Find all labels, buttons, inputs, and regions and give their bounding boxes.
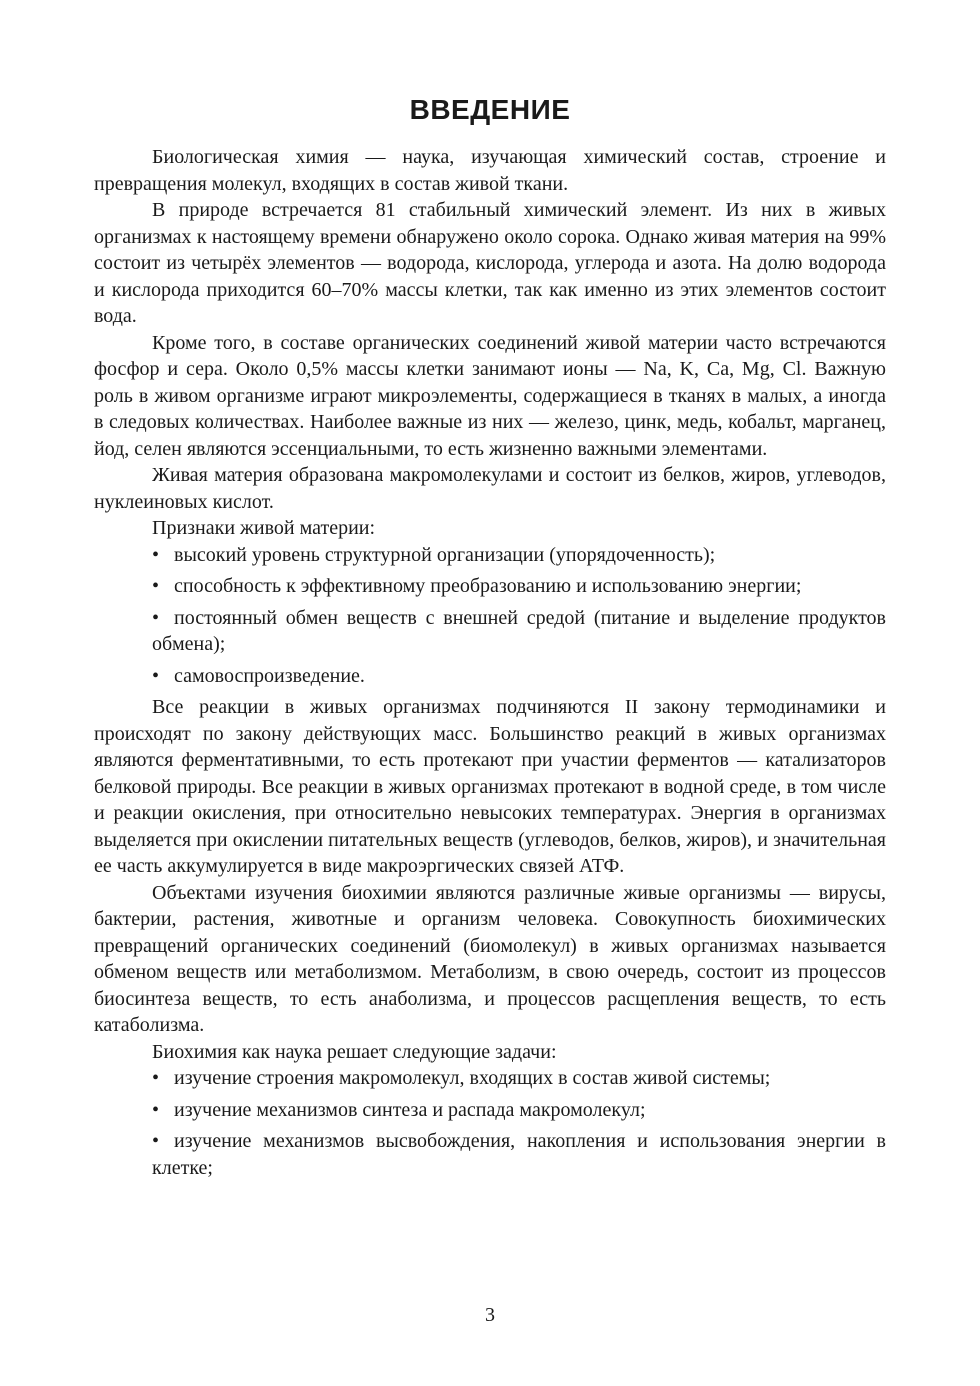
signs-list [94, 542, 886, 690]
list-item: • изучение строения макромолекул, входящих в состав живой системы; [152, 1065, 886, 1092]
paragraph-5: Признаки живой материи: [152, 517, 376, 539]
paragraph-2: В природе встречается 81 стабильный химический элемент. Из них в живых организмах к настоящему времени обнаружено около сорока. Однако живая материя на 99% состоит из четырёх элементов — водорода, кислорода, углерода и азота. На долю водорода и кислорода приходится 60–70% массы клетки, так как именно из этих элементов состоит вода. [94, 199, 886, 327]
paragraph-8: Биохимия как наука решает следующие задачи: [152, 1040, 557, 1063]
tasks-list [94, 1065, 886, 1181]
list-item: • самовоспроизведение. [152, 663, 886, 690]
paragraph-7: Объектами изучения биохимии являются различные живые организмы — вирусы, бактерии, растения, животные и организм человека. Совокупность биохимических превращений органических соединений (биомолекул) в живых организмах называется обменом веществ или метаболизмом. Метаболизм, в свою очередь, состоит из процессов биосинтеза веществ, то есть анаболизма, и процессов расщепления веществ, то есть катаболизма. [94, 881, 886, 1036]
list-item: • изучение механизмов синтеза и распада макромолекул; [152, 1097, 886, 1124]
list-item: • высокий уровень структурной организации (упорядоченность); [152, 542, 886, 569]
list-item: • постоянный обмен веществ с внешней средой (питание и выделение продуктов обмена); [152, 606, 886, 655]
page-title: ВВЕДЕНИЕ [409, 94, 571, 125]
list-item: • изучение механизмов высвобождения, накопления и использования энергии в клетке; [152, 1130, 886, 1179]
bullet-icon: • [152, 1130, 160, 1152]
bullet-icon: • [152, 575, 160, 597]
bullet-icon: • [152, 1067, 160, 1089]
list-item: • способность к эффективному преобразованию и использованию энергии; [152, 573, 886, 600]
paragraph-6: Все реакции в живых организмах подчиняются II закону термодинамики и происходят по закону действующих масс. Большинство реакций в живых организмах являются ферментативными, то есть протекают при участии ферментов — катализаторов белковой природы. Все реакции в живых организмах протекают в водной среде, в том числе и реакции окисления, при относительно невысоких температурах. Энергия в организмах выделяется при окислении питательных веществ (углеводов, белков, жиров), и значительная ее часть аккумулируется в виде макроэргических связей АТФ. [94, 696, 886, 877]
paragraph-3: Кроме того, в составе органических соединений живой материи часто встречаются фосфор и сера. Около 0,5% массы клетки занимают ионы — Na, K, Ca, Mg, Cl. Важную роль в живом организме играют микроэлементы, содержащиеся в тканях в малых, а иногда в следовых количествах. Наиболее важные из них — железо, цинк, медь, кобальт, марганец, йод, селен являются эссенциальными, то есть жизненно важными элементами. [94, 331, 886, 460]
bullet-icon: • [152, 606, 160, 629]
bullet-icon: • [152, 664, 160, 687]
bullet-icon: • [152, 543, 160, 566]
page-body [94, 92, 886, 1186]
page-number: 3 [485, 1304, 495, 1326]
paragraph-4: Живая материя образована макромолекулами и состоит из белков, жиров, углеводов, нуклеиновых кислот. [94, 464, 886, 513]
paragraph-1: Биологическая химия — наука, изучающая химический состав, строение и превращения молекул, входящих в состав живой ткани. [94, 146, 886, 195]
bullet-icon: • [152, 1098, 160, 1121]
